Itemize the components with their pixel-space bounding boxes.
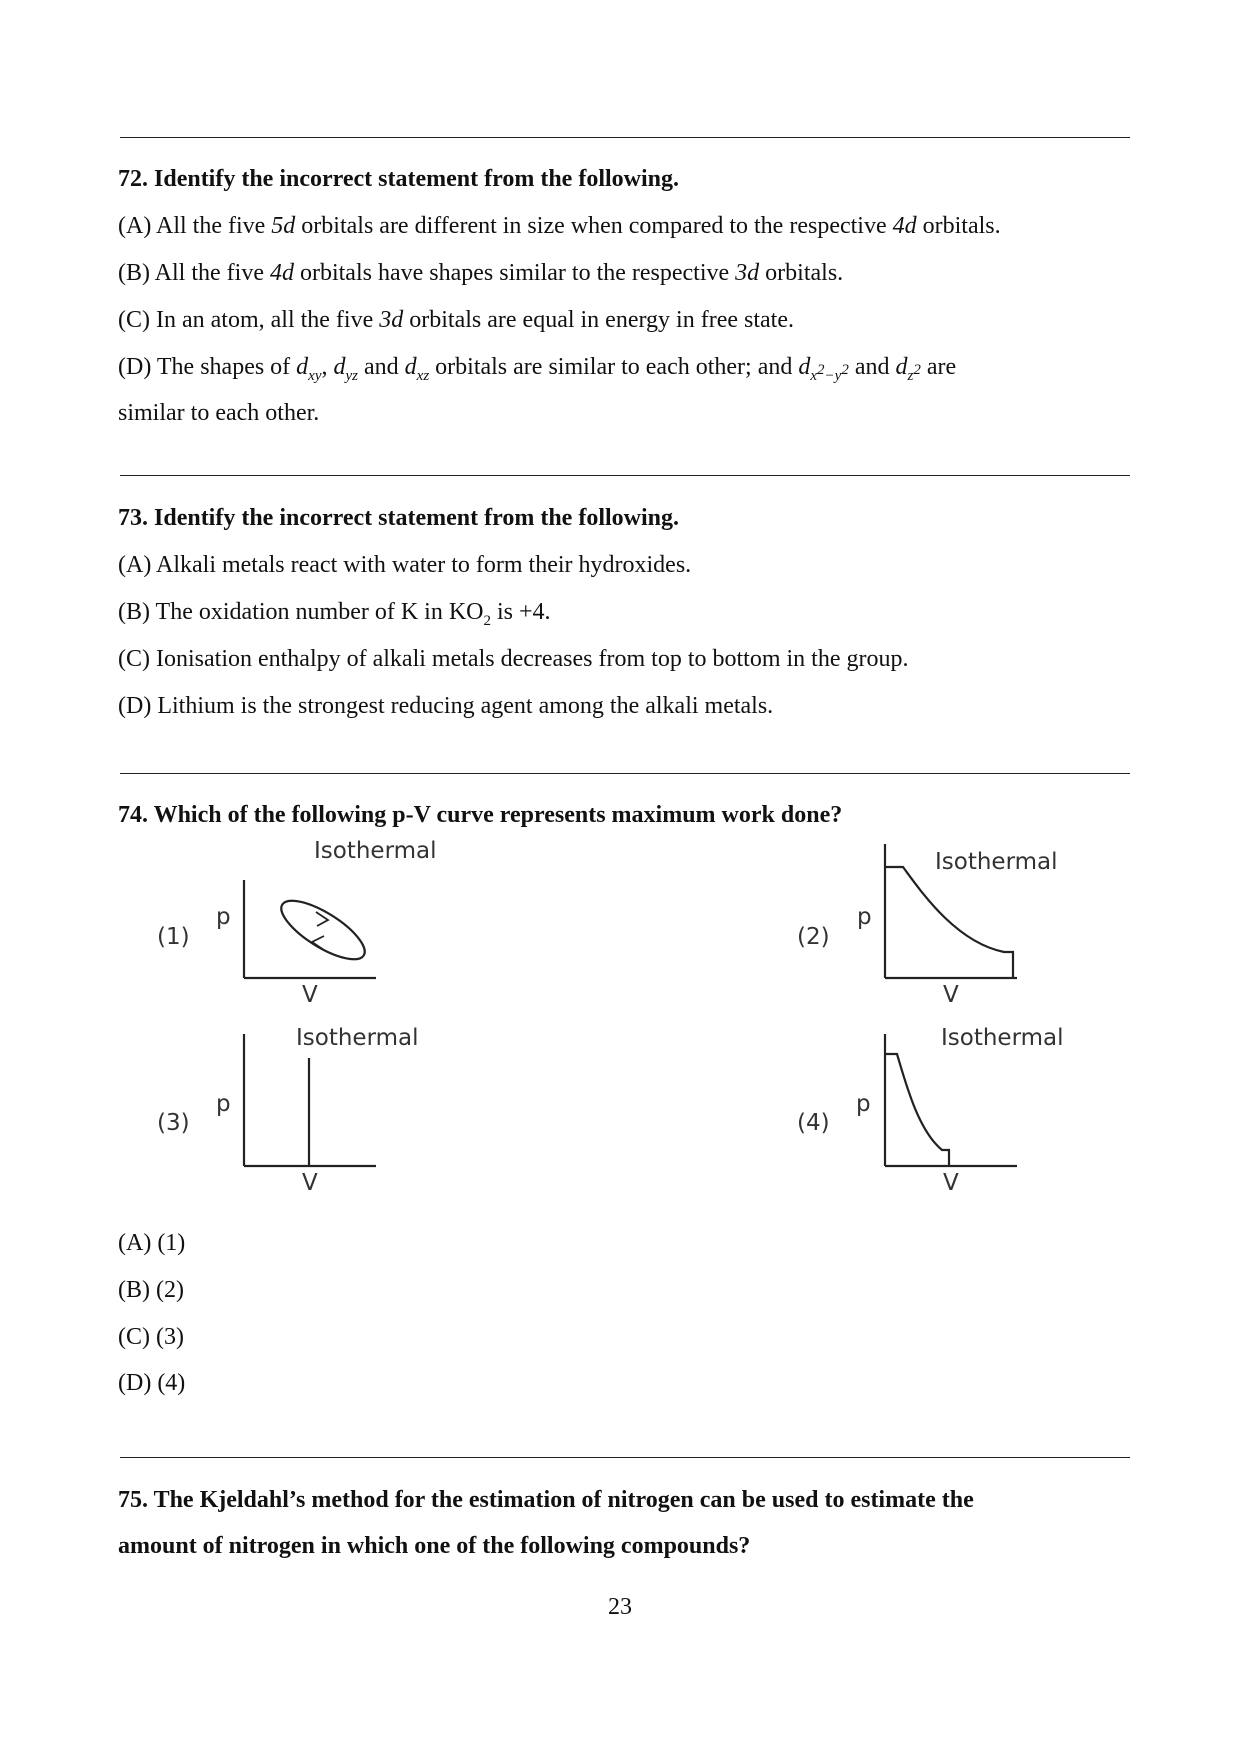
graph-1-number: (1): [157, 924, 190, 950]
graph-1-cycle-loop: [273, 890, 372, 970]
q72-option-a: (A) All the five 5d orbitals are different in size when compared to the respective 4d orbitals.: [118, 213, 1001, 239]
graph-2-p-axis-label: p: [857, 904, 872, 930]
divider-top: [120, 137, 1130, 138]
q73-option-b: (B) The oxidation number of K in $KO_2$ is +4.: [118, 599, 551, 629]
q73-option-c: (C) Ionisation enthalpy of alkali metals decreases from top to bottom in the group.: [118, 646, 909, 672]
graph-3-number: (3): [157, 1110, 190, 1136]
q74-option-d: (D) (4): [118, 1370, 186, 1396]
q72-title: 72. Identify the incorrect statement from the following.: [118, 166, 679, 192]
q72-option-b: (B) All the five 4d orbitals have shapes similar to the respective 3d orbitals.: [118, 260, 844, 286]
graph-2-isothermal-label: Isothermal: [935, 849, 1058, 875]
graph-1-arrow-icon: [316, 912, 328, 926]
divider-72-73: [120, 475, 1130, 476]
page-number: 23: [608, 1594, 632, 1620]
graph-4-number: (4): [797, 1110, 830, 1136]
q72-option-d: (D) The shapes of $d_{xy}$, $d_{yz}$ and $d_{xz}$ orbitals are similar to each other; and $d_{x^2-y^2}$ and $d_{z^2}$ are: [118, 354, 957, 384]
graph-3-v-axis-label: V: [302, 1170, 318, 1196]
q72-option-c: (C) In an atom, all the five 3d orbitals are equal in energy in free state.: [118, 307, 794, 333]
graph-1-v-axis-label: V: [302, 982, 318, 1008]
q74-option-b: (B) (2): [118, 1277, 184, 1303]
q74-option-a: (A) (1): [118, 1230, 186, 1256]
pv-graph-3: [140, 1018, 460, 1198]
q75-title-line-1: 75. The Kjeldahl’s method for the estimation of nitrogen can be used to estimate the: [118, 1487, 974, 1513]
graph-1-isothermal-label: Isothermal: [314, 838, 437, 864]
q73-title: 73. Identify the incorrect statement from the following.: [118, 505, 679, 531]
pv-graph-1: [140, 830, 460, 1010]
graph-3-p-axis-label: p: [216, 1091, 231, 1117]
q72-option-d-cont: similar to each other.: [118, 400, 320, 426]
pv-graph-4: [780, 1018, 1100, 1198]
graph-3-isothermal-label: Isothermal: [296, 1025, 419, 1051]
graph-1-p-axis-label: p: [216, 904, 231, 930]
graph-2-number: (2): [797, 924, 830, 950]
divider-73-74: [120, 773, 1130, 774]
graph-4-isothermal-label: Isothermal: [941, 1025, 1064, 1051]
graph-2-v-axis-label: V: [943, 982, 959, 1008]
q74-title: 74. Which of the following p-V curve represents maximum work done?: [118, 802, 843, 828]
divider-74-75: [120, 1457, 1130, 1458]
pv-graph-2: [780, 830, 1100, 1010]
q73-option-d: (D) Lithium is the strongest reducing agent among the alkali metals.: [118, 693, 774, 719]
q75-title-line-2: amount of nitrogen in which one of the following compounds?: [118, 1533, 751, 1559]
graph-4-isothermal-curve: [885, 1054, 949, 1166]
graph-4-v-axis-label: V: [943, 1170, 959, 1196]
q73-option-a: (A) Alkali metals react with water to form their hydroxides.: [118, 552, 692, 578]
graph-2-isothermal-curve: [885, 867, 1013, 978]
q74-option-c: (C) (3): [118, 1324, 184, 1350]
graph-4-p-axis-label: p: [856, 1091, 871, 1117]
